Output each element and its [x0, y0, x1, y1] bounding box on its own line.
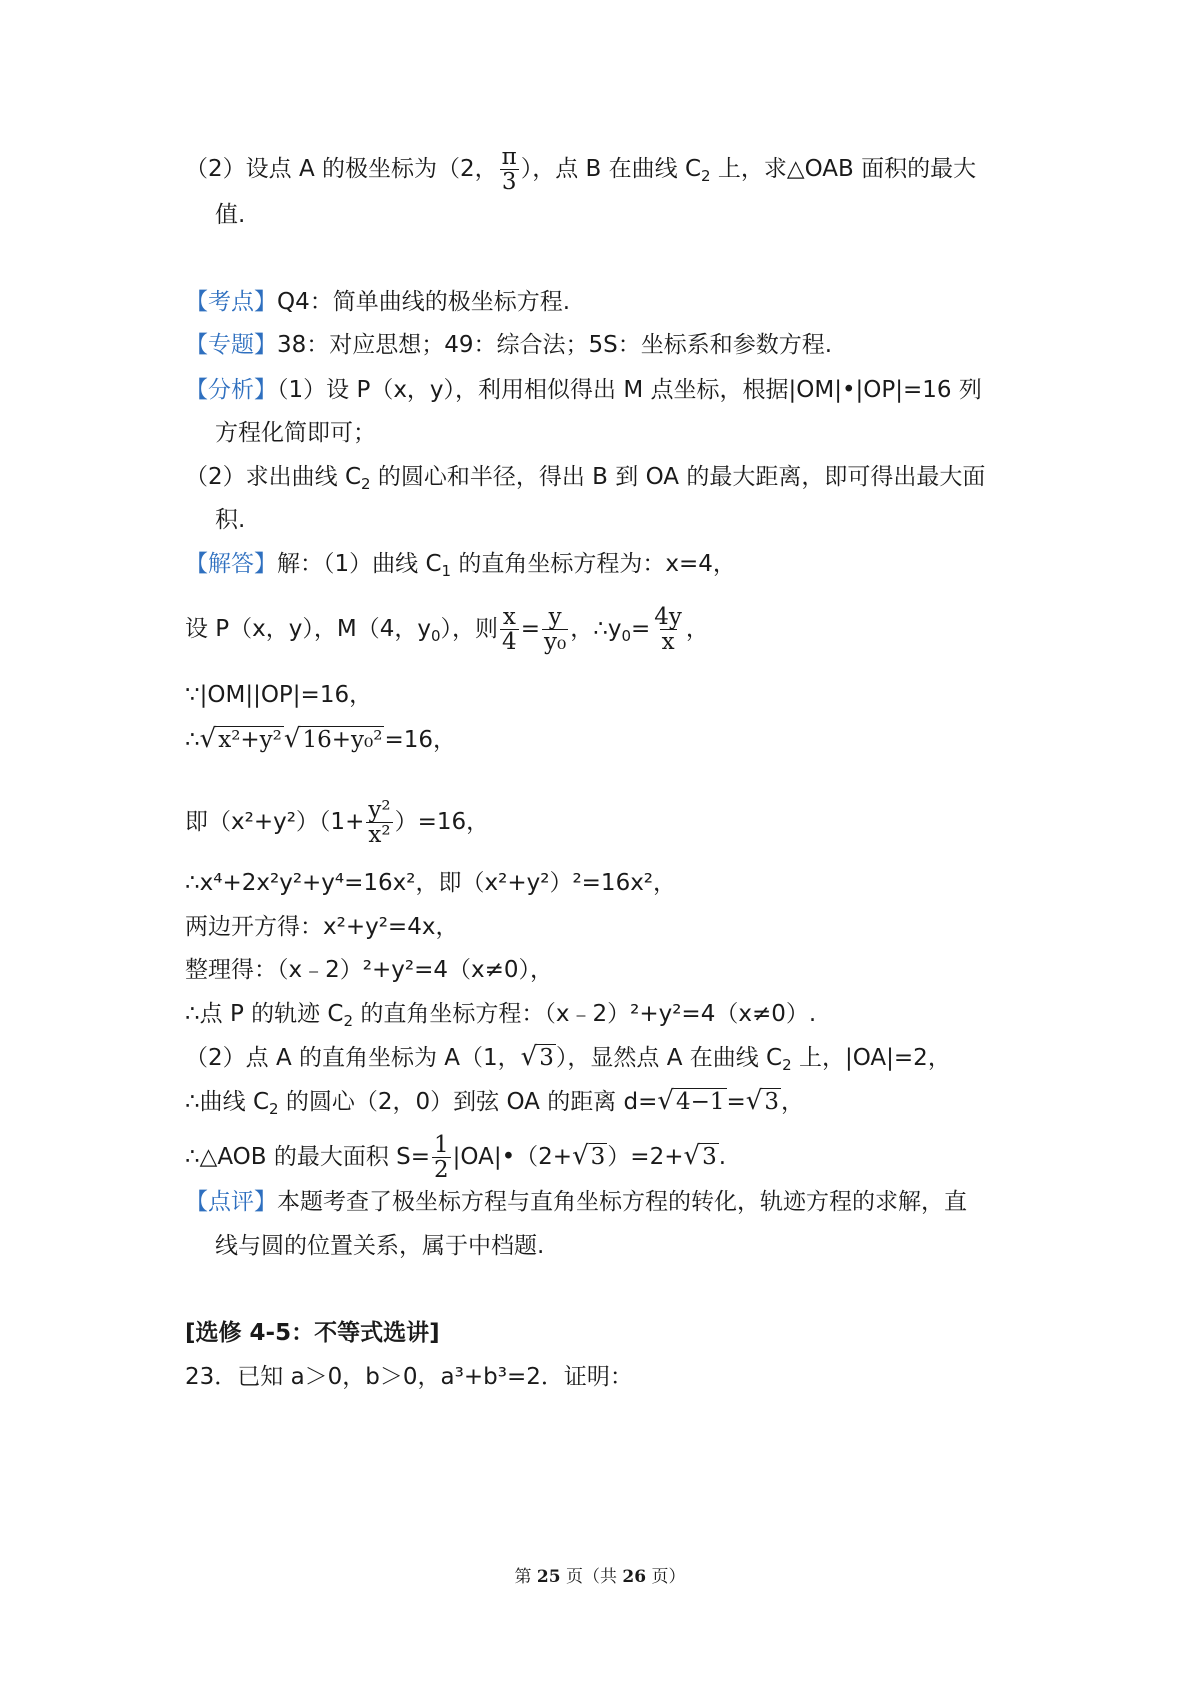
question-2-cont: 值.: [215, 202, 246, 228]
fenxi-l3sub: 2: [361, 475, 371, 493]
jieda-l11b: 的圆心（2，0）到弦 OA 的距离 d=: [278, 1089, 658, 1115]
kaodian-tag: 【考点】: [185, 289, 277, 315]
dianping-line-2: 线与圆的位置关系，属于中档题.: [215, 1233, 545, 1259]
radicand: 4−1: [675, 1089, 725, 1115]
frac-denominator: y₀: [543, 629, 567, 655]
jieda-l5b: ）=16，: [394, 809, 490, 835]
section-heading: [选修 4-5：不等式选讲]: [185, 1320, 440, 1346]
jieda-l10sub: 2: [782, 1056, 792, 1074]
jieda-l9sub: 2: [343, 1012, 354, 1030]
sqrt-4-minus-1: √4−1: [657, 1086, 725, 1116]
sqrt-3: √3: [572, 1141, 606, 1171]
jieda-l12c: ）=2+: [607, 1144, 684, 1170]
fenxi-l1: （1）设 P（x，y），利用相似得出 M 点坐标，根据|OM|•|OP|=16 列: [277, 377, 982, 403]
pi-over-3-fraction: [500, 145, 519, 194]
jieda-line-9: [185, 999, 816, 1029]
total-pages: 26: [622, 1567, 647, 1587]
jieda-l9b: 的直角坐标方程：（x﹣2）²+y²=4（x≠0）.: [353, 1001, 817, 1027]
sqrt-expression: √x²+y²: [199, 724, 282, 754]
q2-suffix2: 上，求△OAB 面积的最大: [710, 156, 977, 182]
jieda-line-1: [185, 549, 736, 579]
kaodian-line: [185, 287, 570, 317]
footer-a: 第: [514, 1567, 537, 1587]
fenxi-line-4: 积.: [215, 507, 246, 533]
page-number: 25: [536, 1567, 561, 1587]
radicand: 3: [590, 1144, 606, 1170]
kaodian-text: Q4：简单曲线的极坐标方程.: [277, 289, 571, 315]
fenxi-tag: 【分析】: [185, 377, 277, 403]
4y-over-x-fraction: [652, 605, 684, 654]
frac-denominator: x²: [368, 822, 391, 848]
frac-numerator: y: [548, 604, 562, 630]
jieda-l1b: 的直角坐标方程为：x=4，: [451, 551, 736, 577]
jieda-line-6: ∴x⁴+2x²y²+y⁴=16x²，即（x²+y²）²=16x²，: [185, 870, 677, 896]
question-23: 23．已知 a＞0，b＞0，a³+b³=2．证明：: [185, 1364, 633, 1390]
zhuanti-line: [185, 330, 832, 360]
fenxi-l3b: 的圆心和半径，得出 B 到 OA 的最大距离，即可得出最大面: [370, 464, 986, 490]
frac-denominator: 2: [434, 1157, 449, 1183]
jieda-l2sub2: 0: [621, 627, 631, 645]
page-footer: [0, 1562, 1200, 1587]
jieda-l2sub: 0: [431, 627, 441, 645]
radicand: 3: [764, 1089, 780, 1115]
frac-denominator: x: [661, 629, 675, 655]
radicand: 16+y₀²: [302, 727, 383, 753]
dianping-tag: 【点评】: [185, 1189, 277, 1215]
zhuanti-tag: 【专题】: [185, 332, 277, 358]
jieda-l5a: 即（x²+y²）（1+: [185, 809, 365, 835]
jieda-line-10: [185, 1042, 951, 1073]
jieda-l2b: ），则: [440, 616, 499, 642]
jieda-l1sub: 1: [441, 562, 452, 580]
frac-denominator: 4: [502, 629, 517, 655]
jieda-l10b: ），显然点 A 在曲线 C: [555, 1045, 783, 1071]
sqrt-expression: √16+y₀²: [283, 724, 383, 754]
fenxi-l3a: （2）求出曲线 C: [185, 464, 362, 490]
frac-numerator: y²: [368, 797, 391, 823]
frac-numerator: 4y: [654, 604, 682, 630]
jieda-l2e: ，: [685, 616, 709, 642]
jieda-l1a: 解：（1）曲线 C: [277, 551, 442, 577]
q2-sub: 2: [701, 167, 711, 185]
fenxi-line-3: [185, 462, 985, 492]
jieda-l11a: ∴曲线 C: [185, 1089, 270, 1115]
jieda-l2c: ，∴y: [570, 616, 622, 642]
jieda-line-8: 整理得：（x﹣2）²+y²=4（x≠0），: [185, 957, 553, 983]
jieda-line-11: [185, 1086, 804, 1117]
equals-sign: =: [520, 616, 540, 642]
q2-prefix: （2）设点 A 的极坐标为（2，: [185, 156, 498, 182]
jieda-l12d: .: [718, 1144, 727, 1170]
jieda-line-4: [185, 724, 456, 755]
x-over-4-fraction: [500, 605, 519, 654]
question-2-line: [185, 145, 976, 194]
radicand: x²+y²: [218, 727, 282, 753]
fenxi-line-2: 方程化简即可；: [215, 420, 376, 446]
radicand: 3: [702, 1144, 717, 1170]
jieda-l2a: 设 P（x，y），M（4，y: [185, 616, 431, 642]
jieda-l10c: 上，|OA|=2，: [791, 1045, 951, 1071]
radicand: 3: [539, 1045, 554, 1071]
zhuanti-text: 38：对应思想；49：综合法；5S：坐标系和参数方程.: [277, 332, 833, 358]
sqrt-3: √3: [745, 1086, 780, 1116]
frac-numerator: π: [501, 144, 517, 170]
jieda-line-5: [185, 798, 489, 847]
equals-sign: =: [726, 1089, 746, 1115]
frac-denominator: 3: [501, 169, 517, 195]
dianping-l1: 本题考查了极坐标方程与直角坐标方程的转化，轨迹方程的求解，直: [277, 1189, 967, 1215]
one-half-fraction: [432, 1133, 451, 1182]
jieda-l12b: |OA|•（2+: [452, 1144, 573, 1170]
jieda-tag: 【解答】: [185, 551, 277, 577]
jieda-l9a: ∴点 P 的轨迹 C: [185, 1001, 344, 1027]
jieda-l4a: ∴: [185, 727, 200, 753]
jieda-l12a: ∴△AOB 的最大面积 S=: [185, 1144, 431, 1170]
dianping-line-1: [185, 1187, 967, 1217]
fenxi-line-1: [185, 375, 982, 405]
jieda-line-3: ∵|OM||OP|=16，: [185, 682, 373, 708]
footer-c: 页）: [646, 1567, 686, 1587]
jieda-l11c: ，: [781, 1089, 805, 1115]
sqrt-3: √3: [683, 1141, 717, 1171]
jieda-l2d: =: [630, 616, 651, 642]
frac-numerator: 1: [434, 1132, 449, 1158]
jieda-l4b: =16，: [384, 727, 457, 753]
jieda-l11sub: 2: [269, 1100, 279, 1118]
footer-b: 页（共: [560, 1567, 623, 1587]
sqrt-3: √3: [520, 1042, 554, 1072]
jieda-l10a: （2）点 A 的直角坐标为 A（1，: [185, 1045, 521, 1071]
y2-over-x2-fraction: [366, 798, 392, 847]
q2-suffix1: ），点 B 在曲线 C: [520, 156, 702, 182]
jieda-line-12: [185, 1133, 726, 1182]
frac-numerator: x: [502, 604, 516, 630]
jieda-line-7: 两边开方得：x²+y²=4x，: [185, 914, 459, 940]
jieda-line-2: [185, 605, 709, 654]
y-over-y0-fraction: [542, 605, 568, 654]
